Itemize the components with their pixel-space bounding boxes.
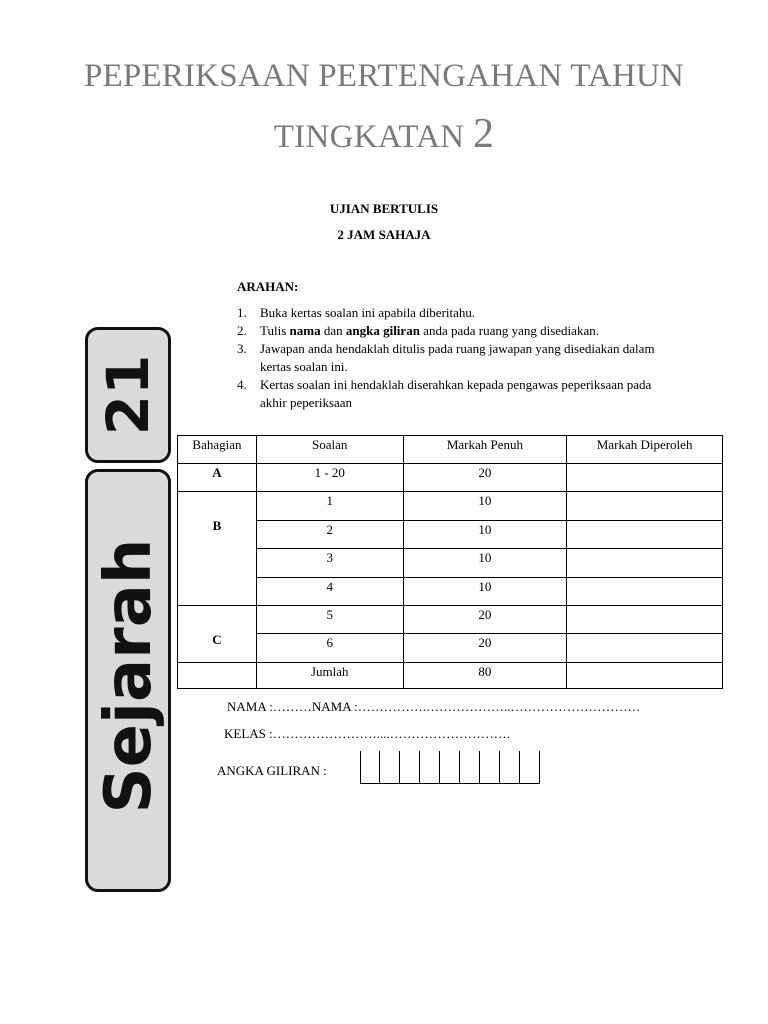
markah-penuh-cell: 10 [403,521,567,549]
paper-code: 21 [94,354,162,436]
instruction-item: 4. Kertas soalan ini hendaklah diserahkan kepada pengawas peperiksaan pada akhir peperiksaan [237,377,652,410]
markah-penuh-cell: 20 [403,634,567,663]
digit-box[interactable] [440,751,460,784]
instruction-item: 3. Jawapan anda hendaklah ditulis pada ruang jawapan yang disediakan dalam kertas soalan ini. [237,341,655,374]
section-label: A [178,464,257,492]
markah-penuh-cell: 20 [403,606,567,634]
soalan-cell: 6 [256,634,403,663]
digit-box[interactable] [520,751,540,784]
instruction-item: 2. Tulis nama dan angka giliran anda pada ruang yang disediakan. [237,323,599,338]
section-label: B [178,492,257,606]
kelas-field[interactable]: KELAS :……………………....………………………. [224,726,510,741]
markah-diperoleh-cell[interactable] [567,521,723,549]
header-soalan: Soalan [256,436,403,464]
digit-box[interactable] [500,751,520,784]
table-total-row [178,663,723,689]
total-markah: 80 [403,663,567,689]
marks-table [177,435,723,689]
header-markah-diperoleh: Markah Diperoleh [567,436,723,464]
instructions-list [237,304,677,412]
paper-code-tab [85,327,171,463]
markah-diperoleh-cell[interactable] [567,464,723,492]
digit-box[interactable] [360,751,380,784]
section-label: C [178,606,257,663]
total-label: Jumlah [256,663,403,689]
table-row [178,464,723,492]
table-row [178,549,723,578]
soalan-cell: 2 [256,521,403,549]
soalan-cell: 3 [256,549,403,578]
angka-giliran-label: ANGKA GILIRAN : [217,763,327,778]
nama-field[interactable]: NAMA :………NAMA :…………….………………..………………………… [227,699,641,714]
soalan-cell: 1 [256,492,403,521]
instructions-heading: ARAHAN: [237,279,299,294]
markah-diperoleh-cell[interactable] [567,606,723,634]
angka-giliran-boxes [360,751,540,784]
table-row [178,606,723,634]
table-header-row [178,436,723,464]
form-level-number: 2 [472,111,495,157]
digit-box[interactable] [480,751,500,784]
digit-box[interactable] [460,751,480,784]
instruction-item: 1. Buka kertas soalan ini apabila diberitahu. [237,305,476,320]
total-diperoleh-cell[interactable] [567,663,723,689]
markah-penuh-cell: 10 [403,492,567,521]
paper-code-graphic [88,330,168,460]
exam-type: UJIAN BERTULIS [329,201,439,216]
form-level-title [0,110,768,158]
subject-name: Sejarah [92,538,166,814]
digit-box[interactable] [380,751,400,784]
table-row [178,521,723,549]
digit-box[interactable] [420,751,440,784]
soalan-cell: 5 [256,606,403,634]
markah-diperoleh-cell[interactable] [567,549,723,578]
exam-duration: 2 JAM SAHAJA [337,227,431,242]
markah-diperoleh-cell[interactable] [567,578,723,606]
markah-diperoleh-cell[interactable] [567,634,723,663]
subject-graphic [88,472,168,889]
empty-cell [178,663,257,689]
soalan-cell: 4 [256,578,403,606]
soalan-cell: 1 - 20 [256,464,403,492]
markah-diperoleh-cell[interactable] [567,492,723,521]
table-row [178,578,723,606]
header-bahagian: Bahagian [178,436,257,464]
header-markah-penuh: Markah Penuh [403,436,567,464]
subject-tab [85,469,171,892]
digit-box[interactable] [400,751,420,784]
markah-penuh-cell: 10 [403,549,567,578]
markah-penuh-cell: 20 [403,464,567,492]
table-row [178,634,723,663]
exam-title: PEPERIKSAAN PERTENGAHAN TAHUN [83,58,685,94]
form-level-word: TINGKATAN [273,119,465,155]
markah-penuh-cell: 10 [403,578,567,606]
table-row [178,492,723,521]
